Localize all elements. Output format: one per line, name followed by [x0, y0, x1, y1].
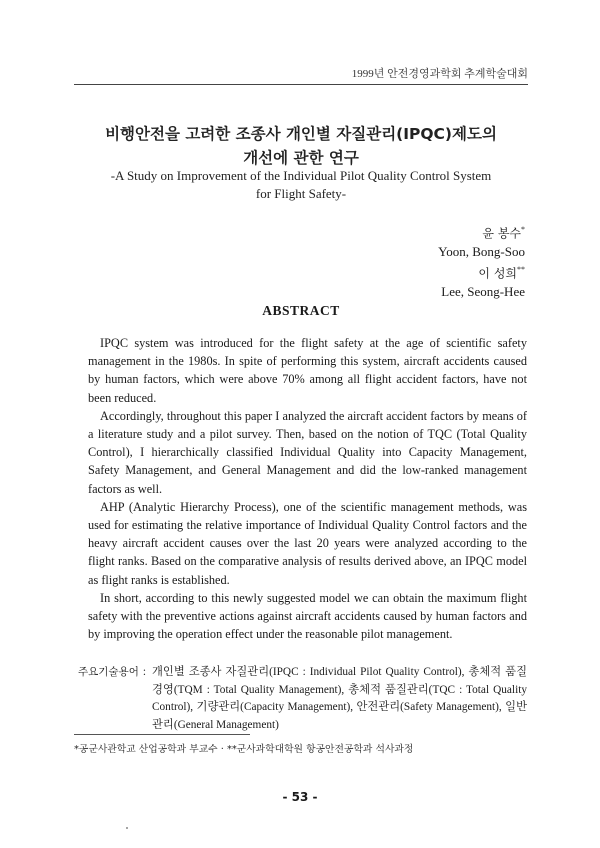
author-2-korean — [438, 261, 525, 283]
abstract-paragraph-3: AHP (Analytic Hierarchy Process), one of the scientific management methods, was used for estimating the relative importance of Individual Quality Control factors and the heavy aircraft accident causes over the last 20 years were analyzed according to the flight ranks. Based on the comparative analysis of results derived above, an IPQC model as flight ranks is established. — [88, 499, 527, 587]
english-title — [74, 167, 528, 203]
keywords-label: 주요기술용어 — [78, 666, 139, 678]
affiliation-footnote: *공군사관학교 산업공학과 부교수 · **군사과학대학원 항공안전공학과 석사과정 — [74, 744, 414, 755]
abstract-body — [88, 334, 527, 643]
scan-speck — [126, 827, 128, 829]
author-2-mark: ** — [517, 265, 525, 275]
author-1-korean — [438, 221, 525, 243]
author-1-korean-name: 윤 봉수 — [482, 226, 521, 241]
author-1-english: Yoon, Bong-Soo — [438, 243, 525, 259]
korean-title — [74, 122, 528, 170]
header-rule — [74, 84, 528, 85]
korean-title-line-1: 비행안전을 고려한 조종사 개인별 자질관리(IPQC)제도의 — [105, 125, 497, 143]
author-block — [438, 221, 525, 302]
abstract-paragraph-2: Accordingly, throughout this paper I analyzed the aircraft accident factors by means of a literature study and a pilot survey. Then, based on the notion of TQC (Total Quality Control), I hierarchically classified Individual Quality into Capacity Management, Safety Management, and General Management and did the low-ranked management factors as well. — [88, 408, 527, 496]
keywords-text: 개인별 조종사 자질관리(IPQC : Individual Pilot Quality Control), 총체적 품질경영(TQM : Total Quality Management), 총체적 품질관리(TQC : Total Quality Control), 기량관리(Capacity Management), 안전관리(Safety Management), 일반관리(General Management) — [152, 666, 527, 731]
keywords-block — [78, 664, 527, 734]
english-title-line-2: for Flight Safety- — [255, 186, 347, 201]
page-number: - 53 - — [282, 790, 318, 804]
abstract-paragraph-1: IPQC system was introduced for the flight safety at the age of scientific safety management in the 1980s. In spite of performing this system, aircraft accidents caused by human factors, which were above 70% among all flight accident factors, have not been reduced. — [88, 336, 527, 405]
author-2-english: Lee, Seong-Hee — [441, 284, 525, 300]
conference-header: 1999년 안전경영과학회 추계학술대회 — [351, 68, 528, 80]
footnote-rule — [74, 734, 250, 735]
author-2-korean-name: 이 성희 — [478, 266, 517, 281]
korean-title-line-2: 개선에 관한 연구 — [243, 149, 359, 167]
author-1-mark: * — [521, 225, 525, 234]
keywords-colon: : — [142, 666, 146, 678]
abstract-paragraph-4: In short, according to this newly suggested model we can obtain the maximum flight safety with the preventive actions against aircraft accidents caused by human factors and by improving the operation effect under the reasonable pilot management. — [88, 590, 527, 642]
abstract-heading: ABSTRACT — [262, 303, 340, 318]
english-title-line-1: -A Study on Improvement of the Individual Pilot Quality Control System — [110, 168, 492, 183]
